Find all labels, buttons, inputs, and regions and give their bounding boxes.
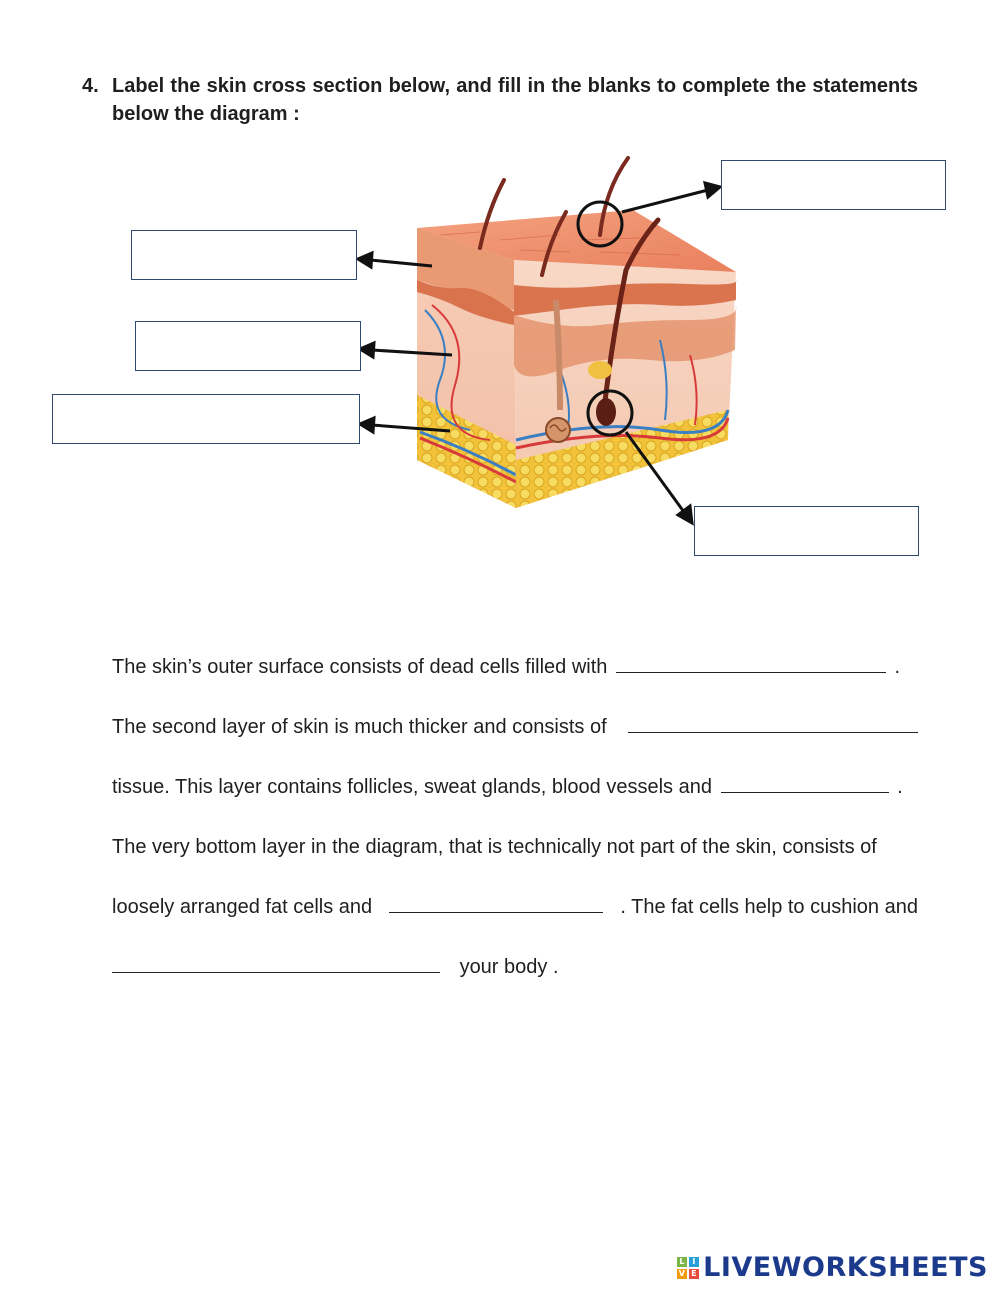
statement-text: . The fat cells help to cushion and [620, 896, 918, 918]
statement-text: The very bottom layer in the diagram, that is technically not part of the skin, consists of [112, 836, 877, 858]
label-box-subcutaneous[interactable] [52, 394, 360, 444]
statement-text: . [894, 656, 901, 678]
statement-line-4 [112, 830, 918, 890]
label-input-2[interactable] [132, 231, 356, 279]
skin-diagram [0, 140, 1000, 580]
statement-text: your body . [459, 956, 559, 978]
statement-line-1 [112, 650, 918, 710]
statement-text: . [897, 776, 903, 798]
label-input-4[interactable] [53, 395, 359, 443]
logo-mark-icon [677, 1257, 699, 1279]
label-box-hair-shaft[interactable] [721, 160, 946, 210]
logo-letter: V [678, 1268, 686, 1278]
statement-line-5 [112, 890, 918, 950]
label-input-1[interactable] [722, 161, 945, 209]
statement-line-6 [112, 950, 918, 1010]
question-text: Label the skin cross section below, and fill in the blanks to complete the statements below the diagram : [112, 75, 918, 125]
logo-letter: I [689, 1257, 699, 1267]
logo-letter: E [689, 1269, 699, 1279]
skin-block-right-face [511, 260, 736, 508]
skin-block-left-face [417, 228, 516, 508]
statement-line-2 [112, 710, 918, 770]
statement-line-3 [112, 770, 918, 830]
question-number: 4. [82, 75, 99, 97]
statement-text: The second layer of skin is much thicker and consists of [112, 716, 607, 738]
statement-text: The skin’s outer surface consists of dead cells filled with [112, 656, 608, 678]
question [82, 72, 918, 128]
label-box-dermis[interactable] [135, 321, 361, 371]
label-input-3[interactable] [136, 322, 360, 370]
fill-in-statements [112, 650, 918, 1010]
label-box-epidermis[interactable] [131, 230, 357, 280]
answer-blank-5[interactable] [112, 950, 440, 973]
label-box-hair-follicle[interactable] [694, 506, 919, 556]
logo-text: LIVEWORKSHEETS [703, 1252, 988, 1283]
logo-letter: L [677, 1257, 687, 1267]
answer-blank-1[interactable] [616, 650, 886, 673]
statement-text: tissue. This layer contains follicles, sweat glands, blood vessels and [112, 776, 712, 798]
answer-blank-3[interactable] [721, 770, 889, 793]
label-input-5[interactable] [695, 507, 918, 555]
answer-blank-2[interactable] [628, 710, 918, 733]
statement-text: loosely arranged fat cells and [112, 896, 373, 918]
answer-blank-4[interactable] [389, 890, 603, 913]
liveworksheets-logo [677, 1252, 988, 1283]
